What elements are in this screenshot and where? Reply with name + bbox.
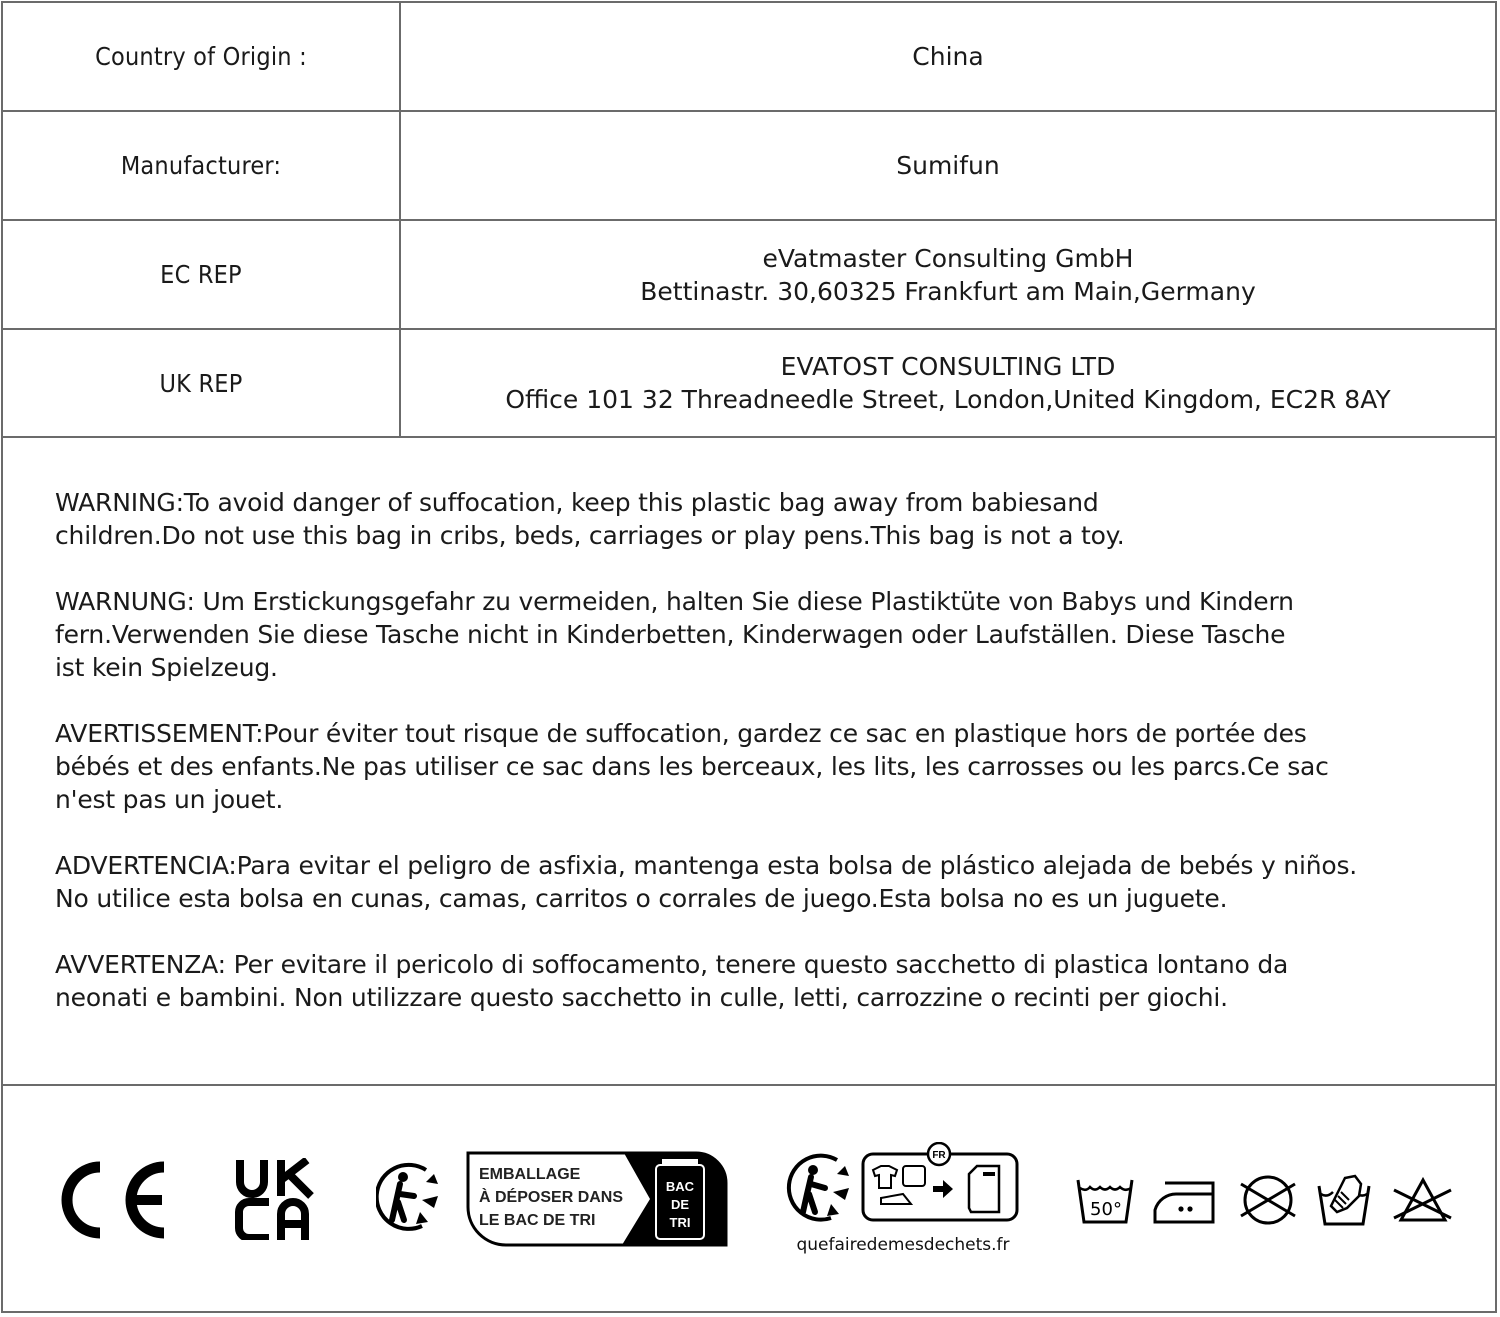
warning-spanish: ADVERTENCIA:Para evitar el peligro de asfixia, mantenga esta bolsa de plástico alejada de bebés y niños. No utilice esta bolsa en cunas, camas, carritos o corrales de juego.Esta bolsa no es un juguete. [55,851,1358,913]
warning-german: WARNUNG: Um Erstickungsgefahr zu vermeiden, halten Sie diese Plastiktüte von Babys und Kindern fern.Verwenden Sie diese Tasche nicht in Kinderbetten, Kinderwagen oder Laufställen. Diese Tasche ist kein Spielzeug. [55,587,1294,682]
info-row-manufacturer [3,112,1495,221]
uk-rep-company: EVATOST CONSULTING LTD [780,352,1116,381]
manufacturer-value [401,112,1495,219]
wash-temp: 50° [1090,1199,1122,1220]
ec-rep-company: eVatmaster Consulting GmbH [762,243,1134,273]
uk-rep-address: Office 101 32 Threadneedle Street, London,United Kingdom, EC2R 8AY [505,385,1391,414]
iron-medium-icon [1153,1180,1219,1224]
manufacturer-value-text: Sumifun [896,151,1000,180]
do-not-dry-clean-icon [1239,1174,1297,1226]
country-label: Country of Origin : [3,3,401,110]
bac-line-2: À DÉPOSER DANS [479,1189,624,1206]
ukca-mark-icon [235,1158,319,1240]
ec-rep-address: Bettinastr. 30,60325 Frankfurt am Main,Germany [640,276,1256,306]
bin-text-bac: BAC [665,1179,695,1194]
info-row-country [3,3,1495,112]
bin-text-de: DE [670,1197,690,1212]
do-not-bleach-icon [1393,1176,1453,1224]
triman-icon [376,1160,448,1232]
product-info-sheet [1,1,1497,1313]
uk-rep-value [401,330,1495,436]
info-row-ec-rep [3,221,1495,330]
info-row-uk-rep [3,330,1495,438]
sorting-bin-label [466,1151,728,1247]
uk-rep-label: UK REP [3,330,401,436]
warning-english: WARNING:To avoid danger of suffocation, keep this plastic bag away from babiesand children.Do not use this bag in cribs, beds, carriages or play pens.This bag is not a toy. [55,488,1125,550]
ec-rep-value [401,221,1495,328]
bin-text-tri: TRI [669,1215,691,1230]
hand-wash-icon [1317,1172,1373,1226]
warnings-section [3,438,1495,1086]
warning-french: AVERTISSEMENT:Pour éviter tout risque de suffocation, gardez ce sac en plastique hors de portée des bébés et des enfants.Ne pas utiliser ce sac dans les berceaux, les lits, les carrosses ou les parcs.Ce sac n'est pas un jouet. [55,719,1329,814]
warning-italian: AVVERTENZA: Per evitare il pericolo di soffocamento, tenere questo sacchetto di plastica lontano da neonati e bambini. Non utilizzare questo sacchetto in culle, letti, carrozzine o recinti per giochi. [55,950,1289,1012]
compliance-icons-row [3,1086,1495,1313]
ec-rep-label: EC REP [3,221,401,328]
country-value-text: China [912,42,984,71]
recycling-url-text: quefairedemesdechets.fr [796,1235,1010,1254]
textile-recycling-icon [785,1142,1021,1254]
bac-line-3: LE BAC DE TRI [479,1212,596,1229]
bac-line-1: EMBALLAGE [479,1166,581,1183]
wash-50-icon [1076,1178,1136,1224]
ce-mark-icon [60,1161,170,1239]
fr-badge: FR [932,1150,946,1161]
country-value [401,3,1495,110]
manufacturer-label: Manufacturer: [3,112,401,219]
